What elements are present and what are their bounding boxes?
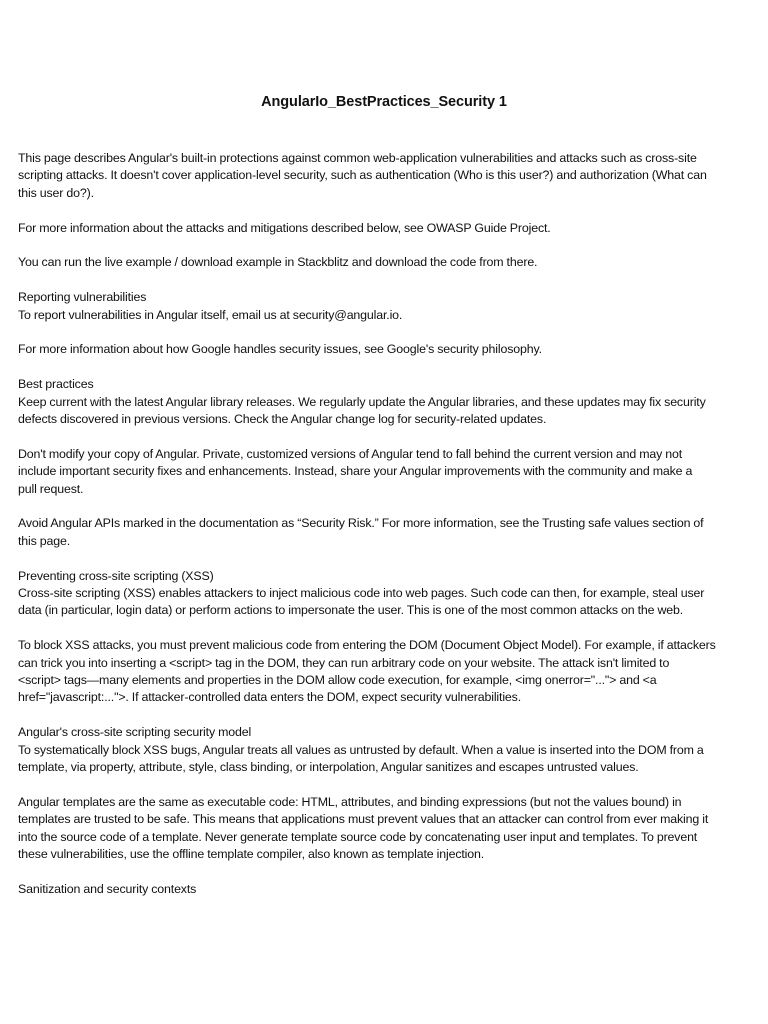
text-line: To block XSS attacks, you must prevent malicious code from entering the DOM (Document Object Model). For example, if attackers: [18, 638, 716, 653]
paragraph: [18, 881, 750, 898]
text-line: templates are trusted to be safe. This means that applications must prevent values that an attacker can control from ever making it: [18, 812, 709, 827]
text-line: can trick you into inserting a <script> tag in the DOM, they can run arbitrary code on your website. The attack isn't limited to: [18, 655, 670, 670]
document-title: AngularIo_BestPractices_Security 1: [261, 94, 507, 110]
paragraph: [18, 376, 750, 428]
paragraph: [18, 515, 750, 550]
text-line: this user do?).: [18, 185, 94, 200]
paragraph: [18, 220, 750, 237]
text-line: scripting attacks. It doesn't cover application-level security, such as authentication (Who is this user?) and authorization (What can: [18, 168, 707, 183]
paragraph: [18, 150, 750, 202]
paragraph: [18, 637, 750, 707]
text-line: Sanitization and security contexts: [18, 881, 197, 896]
text-line: include important security fixes and enhancements. Instead, share your Angular improvements with the community and make a: [18, 464, 693, 479]
text-line: Keep current with the latest Angular library releases. We regularly update the Angular libraries, and these updates may fix security: [18, 394, 706, 409]
paragraph: [18, 724, 750, 776]
paragraph: [18, 568, 750, 620]
text-line: data (in particular, login data) or perform actions to impersonate the user. This is one of the most common attacks on the web.: [18, 603, 684, 618]
text-line: Angular's cross-site scripting security model: [18, 725, 252, 740]
text-line: Best practices: [18, 377, 94, 392]
text-line: these vulnerabilities, use the offline template compiler, also known as template injection.: [18, 847, 485, 862]
text-line: pull request.: [18, 481, 84, 496]
paragraph: [18, 289, 750, 324]
text-line: <script> tags—many elements and properties in the DOM allow code execution, for example, <img onerror="..."> and <a: [18, 673, 657, 688]
text-line: To systematically block XSS bugs, Angular treats all values as untrusted by default. When a value is inserted into the DOM from a: [18, 742, 704, 757]
paragraph: [18, 254, 750, 271]
paragraph: [18, 794, 750, 864]
text-line: href="javascript:...">. If attacker-controlled data enters the DOM, expect security vulnerabilities.: [18, 690, 521, 705]
text-line: This page describes Angular's built-in protections against common web-application vulnerabilities and attacks such as cross-site: [18, 151, 697, 165]
text-line: For more information about the attacks and mitigations described below, see OWASP Guide Project.: [18, 220, 551, 235]
paragraph: [18, 446, 750, 498]
text-line: defects discovered in previous versions. Check the Angular change log for security-related updates.: [18, 412, 547, 427]
text-line: template, via property, attribute, style, class binding, or interpolation, Angular sanitizes and escapes untrusted values.: [18, 760, 639, 775]
text-line: To report vulnerabilities in Angular itself, email us at security@angular.io.: [18, 307, 403, 322]
text-line: For more information about how Google handles security issues, see Google's security philosophy.: [18, 342, 542, 357]
text-line: this page.: [18, 533, 71, 548]
text-line: into the source code of a template. Never generate template source code by concatenating user input and templates. To prevent: [18, 829, 698, 844]
text-line: Cross-site scripting (XSS) enables attackers to inject malicious code into web pages. Such code can then, for example, steal user: [18, 586, 705, 601]
text-line: Don't modify your copy of Angular. Private, customized versions of Angular tend to fall behind the current version and may not: [18, 446, 683, 461]
document-body: [18, 150, 750, 898]
paragraph: [18, 341, 750, 358]
text-line: Angular templates are the same as executable code: HTML, attributes, and binding expressions (but not the values bound) in: [18, 794, 682, 809]
text-line: Reporting vulnerabilities: [18, 290, 147, 305]
text-line: Avoid Angular APIs marked in the documentation as “Security Risk.” For more information, see the Trusting safe values section of: [18, 516, 704, 531]
text-line: Preventing cross-site scripting (XSS): [18, 568, 214, 583]
text-line: You can run the live example / download example in Stackblitz and download the code from there.: [18, 255, 538, 270]
